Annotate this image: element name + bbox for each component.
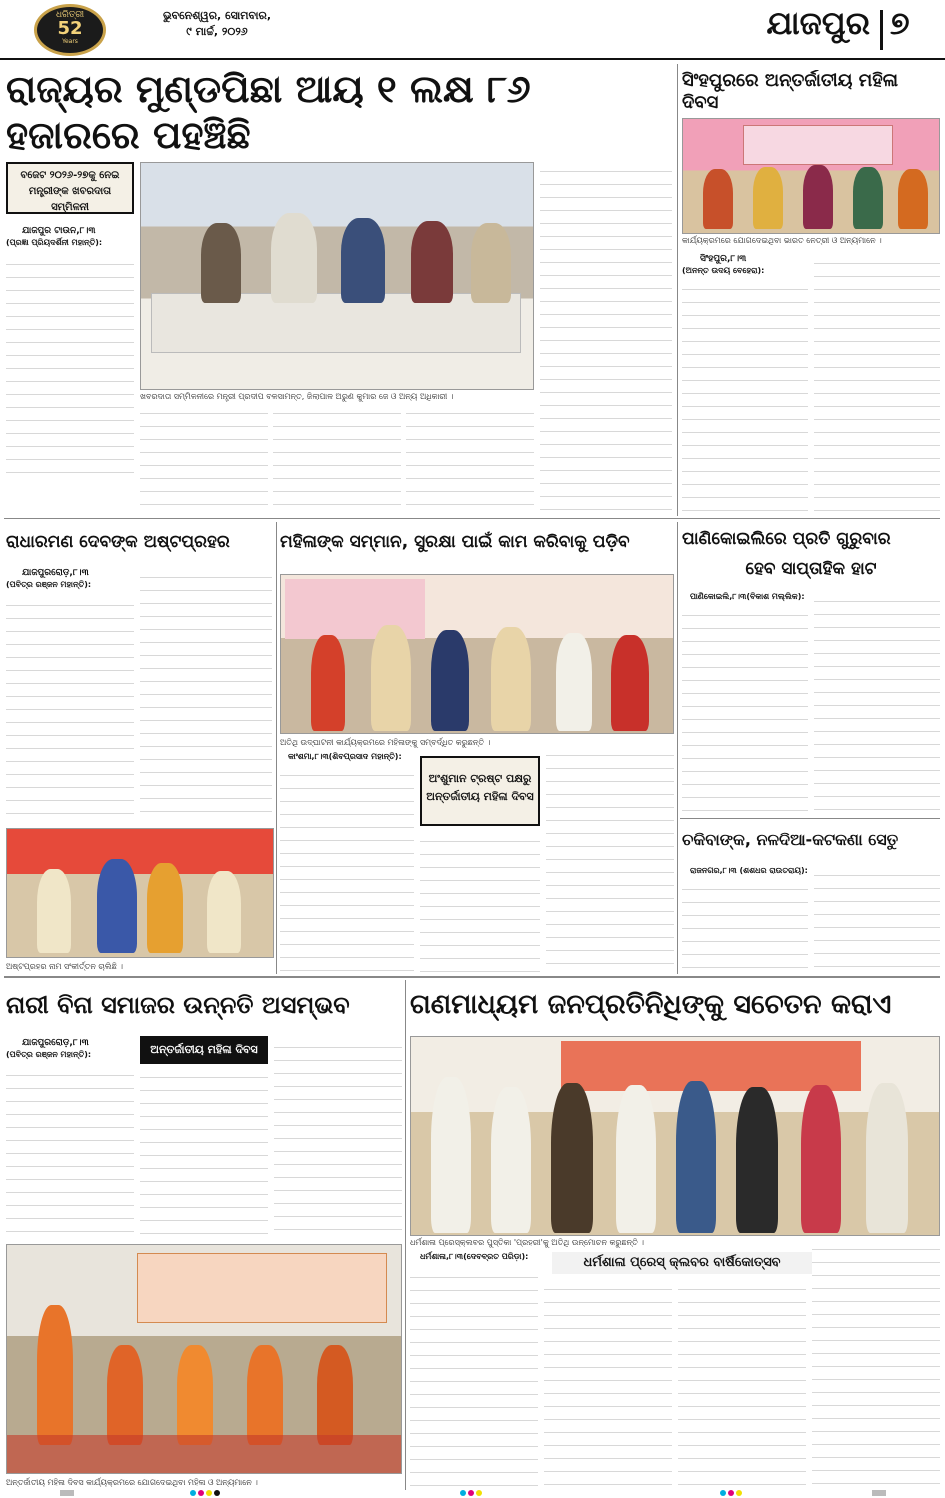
section-title: ଯାଜପୁର (766, 4, 870, 42)
ganamadhyama-photo (410, 1036, 940, 1236)
lead-body-col1 (6, 255, 134, 477)
singhpur-headline: ସିଂହପୁରରେ ଅନ୍ତର୍ଜାତୀୟ ମହିଳା ଦିବସ (682, 70, 898, 113)
column-rule (276, 522, 277, 974)
nari-box: ଅନ୍ତର୍ଜାତୀୟ ମହିଳା ଦିବସ (140, 1036, 268, 1064)
lead-body-col5 (540, 162, 672, 514)
mahila-samman-body-col3 (546, 746, 674, 972)
person-figure (431, 630, 469, 731)
lead-kicker: ବଜେଟ ୨୦୨୬-୨୭କୁ ନେଇ ମନ୍ତ୍ରୀଙ୍କ ଖବରଦାତା ସମ୍ମିଳନୀ (6, 162, 134, 214)
person-figure (551, 1083, 593, 1233)
chakibank-dateline: ରାଜନଗର,୮।୩ (ଶଶଧର ରାଉତରାୟ): (690, 866, 808, 875)
chakibank-headline: ଚକିବାଙ୍କ, ନଳଦିଆ-କଟକଣା ସେତୁ (682, 830, 899, 849)
person-figure (753, 167, 783, 229)
mahila-samman-caption: ଅତିଥି ଉଦ୍‌ଘାଟନୀ କାର୍ଯ୍ୟକ୍ରମରେ ମହିଳାଙ୍କୁ ସମ୍ବର୍ଦ୍ଧିତ କରୁଛନ୍ତି । (280, 738, 491, 747)
person-figure (491, 1087, 531, 1233)
radharaman-body-col2 (140, 568, 272, 824)
singhpur-dateline: ସିଂହପୁର,୮।୩ (700, 254, 747, 264)
person-figure (866, 1083, 908, 1233)
singhpur-byline: (ଅନନ୍ତ ଉଦୟ ବେହେରା): (682, 266, 765, 275)
row-rule (4, 518, 940, 519)
badge-years: 52 (57, 18, 83, 39)
person-figure (201, 223, 241, 303)
singhpur-caption: କାର୍ଯ୍ୟକ୍ରମରେ ଯୋଗଦେଇଥିବା ଭାରତ ନେତ୍ରୀ ଓ ଅନ୍ୟମାନେ । (682, 236, 882, 245)
nari-caption: ଅନ୍ତର୍ଜାତୀୟ ମହିଳା ଦିବସ କାର୍ଯ୍ୟକ୍ରମରେ ଯୋଗଦେଇଥିବା ମହିଳା ଓ ଅନ୍ୟମାନେ । (6, 1478, 258, 1487)
nari-dateline: ଯାଜପୁରରୋଡ଼,୮।୩ (22, 1038, 89, 1048)
registration-mark (476, 1490, 482, 1496)
person-figure (247, 1345, 283, 1445)
person-figure (616, 1085, 656, 1233)
person-figure (341, 218, 385, 303)
masthead-rule (0, 58, 945, 60)
registration-mark (468, 1490, 474, 1496)
panikoili-headline-line2: ହେବ ସାପ୍ତାହିକ ହାଟ (745, 559, 877, 579)
lead-photo (140, 162, 534, 390)
person-figure (676, 1081, 716, 1233)
registration-mark (190, 1490, 196, 1496)
person-figure (37, 1305, 73, 1445)
nari-body-col3 (274, 1038, 402, 1238)
anniversary-badge (34, 4, 106, 56)
mahila-samman-headline: ମହିଳାଙ୍କ ସମ୍ମାନ, ସୁରକ୍ଷା ପାଇଁ କାମ କରିବାକୁ ପଡ଼ିବ (280, 532, 630, 552)
nari-photo (6, 1244, 402, 1474)
lead-body-col3 (273, 404, 401, 514)
registration-mark (728, 1490, 734, 1496)
registration-mark (206, 1490, 212, 1496)
stage-banner (137, 1253, 387, 1323)
person-figure (317, 1345, 353, 1445)
ganamadhyama-sub-headline: ଧର୍ମଶାଳା ପ୍ରେସ୍ କ୍ଲବର ବାର୍ଷିକୋତ୍ସବ (552, 1252, 812, 1274)
badge-years-label: Years (62, 38, 78, 45)
lead-photo-caption: ଖବରଦାତା ସମ୍ମିଳନୀରେ ମନ୍ତ୍ରୀ ପ୍ରଦୀପ ବଳସାମନ୍ତ, ଜିଲାପାଳ ଅରୁଣ କୁମାର ଜେ ଓ ଅନ୍ୟ ଅଧିକାରୀ । (140, 392, 454, 401)
deity-figure (147, 863, 183, 953)
radharaman-photo (6, 828, 274, 958)
stage-banner (285, 579, 425, 639)
person-figure (736, 1087, 778, 1233)
radharaman-headline: ରାଧାରମଣ ଦେବଙ୍କ ଅଷ୍ଟପ୍ରହର (6, 532, 230, 552)
person-figure (107, 1345, 143, 1445)
panikoili-body-col2 (814, 592, 940, 814)
person-figure (177, 1345, 213, 1445)
radharaman-body-col1 (6, 596, 134, 824)
person-figure (311, 635, 345, 731)
ganamadhyama-body-col1 (410, 1268, 538, 1486)
ganamadhyama-headline: ଗଣମାଧ୍ୟମ ଜନପ୍ରତିନିଧିଙ୍କୁ ସଚେତନ କରାଏ (410, 989, 892, 1020)
nari-headline: ନାରୀ ବିନା ସମାଜର ଉନ୍ନତି ଅସମ୍ଭବ (6, 991, 350, 1019)
dateline-line2: ୯ ମାର୍ଚ୍ଚ, ୨୦୨୬ (186, 25, 248, 38)
nari-body-col2 (140, 1068, 268, 1238)
person-figure (556, 633, 592, 731)
panikoili-dateline: ପାଣିକୋଇଲି,୮।୩(ବିକାଶ ମଲ୍ଲିକ): (690, 592, 805, 601)
singhpur-photo (682, 118, 940, 234)
registration-mark (214, 1490, 220, 1496)
radharaman-caption: ଅଷ୍ଟପ୍ରହର ନାମ ସଂକୀର୍ତ୍ତନ ଚାଲିଛି । (6, 962, 123, 971)
nari-byline: (ପବିତ୍ର ରଞ୍ଜନ ମହାନ୍ତି): (6, 1050, 92, 1059)
page-number: ୭ (890, 4, 910, 42)
masthead-divider (880, 10, 883, 50)
lead-body-col4 (406, 404, 534, 514)
mahila-samman-body-col2 (420, 832, 540, 972)
mahila-samman-dateline: କାଂଶମା,୮।୩(ଶିବପ୍ରସାଦ ମହାନ୍ତି): (288, 752, 402, 761)
registration-mark (60, 1490, 74, 1496)
radharaman-dateline: ଯାଜପୁରରୋଡ଼,୮।୩ (22, 568, 89, 578)
lead-dateline: ଯାଜପୁର ଟାଉନ,୮।୩ (22, 226, 96, 236)
mahila-samman-box (420, 756, 540, 826)
deity-figure (97, 859, 137, 953)
nari-body-col1 (6, 1066, 134, 1238)
panikoili-headline (682, 524, 940, 588)
registration-mark (720, 1490, 726, 1496)
stage-banner (743, 125, 893, 165)
panikoili-body-col1 (682, 606, 808, 814)
box-line1: ଅଂଶୁମାନ ଟ୍ରଷ୍ଟ ପକ୍ଷରୁ (428, 772, 532, 785)
registration-mark (460, 1490, 466, 1496)
lead-headline: ରାଜ୍ୟର ମୁଣ୍ଡପିଛା ଆୟ ୧ ଲକ୍ଷ ୮୬ ହଜାରରେ ପହଞ୍ଚିଛି (6, 67, 531, 157)
person-figure (371, 625, 411, 731)
person-figure (271, 213, 317, 303)
person-figure (611, 635, 649, 731)
person-figure (703, 169, 733, 229)
badge-brand: ଧରିତ୍ରୀ (55, 10, 85, 20)
registration-mark (872, 1490, 886, 1496)
dateline-line1: ଭୁବନେଶ୍ୱର, ସୋମବାର, (162, 9, 272, 22)
registration-marks (0, 1488, 945, 1498)
person-figure (898, 169, 928, 229)
registration-mark (736, 1490, 742, 1496)
person-figure (853, 167, 883, 229)
ganamadhyama-body-col4 (812, 1240, 940, 1486)
person-figure (37, 869, 71, 953)
box-line2: ଅନ୍ତର୍ଜାତୀୟ ମହିଳା ଦିବସ (426, 790, 534, 803)
singhpur-body-col1 (682, 280, 808, 514)
ganamadhyama-dateline: ଧର୍ମଶାଳା,୮।୩(ଦେବବ୍ରତ ପରିଡ଼ା): (420, 1252, 529, 1261)
ganamadhyama-caption: ଧର୍ମଶାଳା ପ୍ରେସ୍‌କ୍ଲବର ପୁସ୍ତିକା 'ପ୍ରହରୀ'କୁ ଅତିଥି ଉନ୍ମୋଚନ କରୁଛନ୍ତି । (410, 1238, 644, 1247)
section-rule (680, 818, 940, 819)
row-rule (4, 976, 940, 978)
mahila-samman-body-col1 (280, 766, 414, 972)
column-rule (677, 64, 678, 516)
ganamadhyama-body-col2 (544, 1280, 672, 1486)
registration-mark (198, 1490, 204, 1496)
edition-dateline (152, 8, 282, 40)
person-figure (803, 165, 833, 229)
person-figure (207, 871, 241, 953)
person-figure (411, 221, 453, 303)
panikoili-headline-line1: ପାଣିକୋଇଲିରେ ପ୍ରତି ଗୁରୁବାର (682, 529, 891, 549)
column-rule (677, 522, 678, 974)
chakibank-body-col2 (814, 866, 940, 972)
column-rule (405, 980, 406, 1490)
person-figure (431, 1077, 471, 1233)
person-figure (801, 1085, 841, 1233)
masthead (0, 0, 945, 60)
singhpur-body-col2 (814, 254, 940, 514)
mahila-samman-photo (280, 574, 674, 734)
lead-body-col2 (140, 404, 268, 514)
person-figure (491, 627, 531, 731)
chakibank-body-col1 (682, 880, 808, 972)
lead-byline: (ପ୍ରଜ୍ଞା ପ୍ରିୟଦର୍ଶିନୀ ମହାନ୍ତି): (6, 238, 103, 247)
radharaman-byline: (ପବିତ୍ର ରଞ୍ଜନ ମହାନ୍ତି): (6, 580, 92, 589)
stage-banner (561, 1041, 861, 1091)
person-figure (471, 223, 511, 303)
chairs-row (7, 1435, 402, 1474)
ganamadhyama-body-col3 (678, 1280, 806, 1486)
